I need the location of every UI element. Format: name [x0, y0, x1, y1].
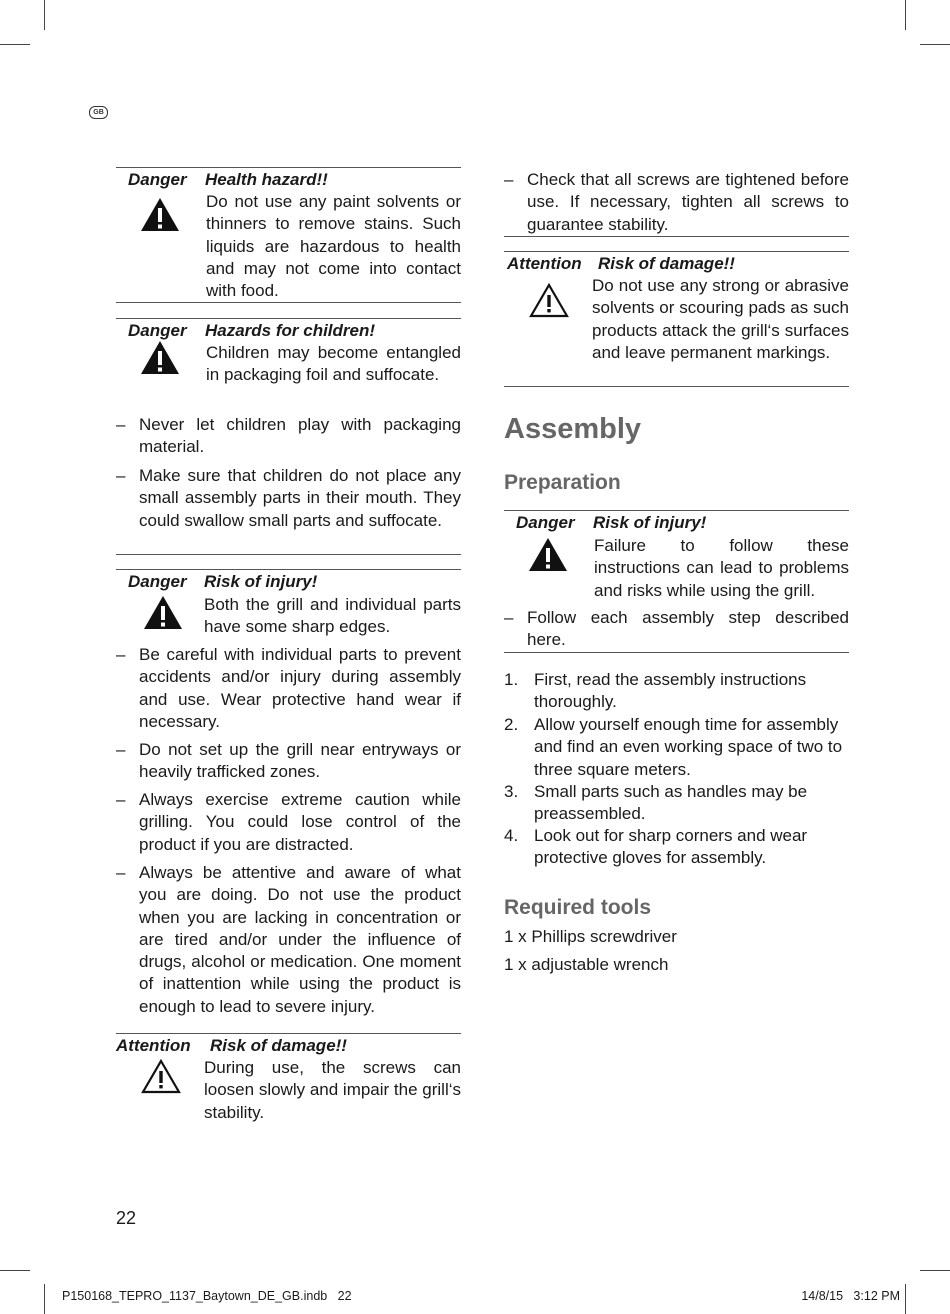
page-number: 22: [116, 1208, 137, 1228]
subsection-heading: Required tools: [504, 896, 652, 919]
step-item: 2. Allow yourself enough time for assembly and find an even working space of two to three square meters.: [504, 715, 843, 779]
divider: [504, 510, 849, 511]
divider: [504, 251, 849, 252]
crop-mark: [920, 1270, 950, 1271]
crop-mark: [0, 1270, 30, 1271]
divider: [116, 1033, 461, 1034]
warning-text: Children may become entangled in packaging foil and suffocate.: [206, 343, 461, 385]
list-item: – Never let children play with packaging material.: [116, 415, 461, 457]
step-item: 3. Small parts such as handles may be preassembled.: [504, 782, 808, 824]
footer-date: 14/8/15 3:12 PM: [801, 1289, 900, 1303]
divider: [116, 554, 461, 555]
list-item: – Be careful with individual parts to prevent accidents and/or injury during assembly and use. Wear protective hand wear if necessary.: [116, 645, 461, 731]
warning-text: Both the grill and individual parts have some sharp edges.: [204, 595, 461, 637]
divider: [116, 302, 461, 303]
divider: [504, 652, 849, 653]
divider: [504, 236, 849, 237]
danger-triangle-icon: [140, 340, 180, 375]
crop-mark: [905, 1284, 906, 1314]
list-item: – Do not set up the grill near entryways or heavily trafficked zones.: [116, 740, 461, 782]
divider: [116, 318, 461, 319]
divider: [116, 569, 461, 570]
crop-mark: [920, 44, 950, 45]
crop-mark: [44, 1284, 45, 1314]
attention-triangle-icon: [141, 1059, 181, 1094]
warning-title: Danger Risk of injury!: [516, 513, 707, 532]
crop-mark: [44, 0, 45, 30]
warning-title: Danger Risk of injury!: [128, 572, 318, 591]
warning-text: Do not use any paint solvents or thinners to remove stains. Such liquids are hazardous to health and may not come into contact with food.: [206, 192, 461, 301]
warning-title: Danger Hazards for children!: [128, 321, 376, 340]
warning-title: Attention Risk of damage!!: [116, 1036, 347, 1055]
step-item: 1. First, read the assembly instructions thoroughly.: [504, 670, 807, 712]
list-item: – Always be attentive and aware of what you are doing. Do not use the product when you are lacking in concentration or are tired and/or under the influence of drugs, alcohol or medication. One moment of inattention while using the product is enough to lead to severe injury.: [116, 863, 461, 1016]
divider: [504, 386, 849, 387]
step-item: 4. Look out for sharp corners and wear protective gloves for assembly.: [504, 826, 808, 868]
tool-item: 1 x Phillips screwdriver: [504, 927, 677, 946]
list-item: – Always exercise extreme caution while grilling. You could lose control of the product if you are distracted.: [116, 790, 461, 854]
tool-item: 1 x adjustable wrench: [504, 955, 669, 974]
subsection-heading: Preparation: [504, 471, 621, 494]
warning-text: Failure to follow these instructions can lead to problems and risks while using the grill.: [594, 536, 849, 600]
section-heading: Assembly: [504, 413, 642, 445]
warning-text: During use, the screws can loosen slowly and impair the grill‘s stability.: [204, 1058, 462, 1122]
warning-text: Do not use any strong or abrasive solvents or scouring pads as such products attack the grill‘s surfaces and leave permanent markings.: [592, 276, 849, 362]
list-item: – Follow each assembly step described here.: [504, 608, 849, 650]
crop-mark: [0, 44, 30, 45]
warning-title: Attention Risk of damage!!: [507, 254, 735, 273]
language-badge: GB: [89, 106, 108, 119]
crop-mark: [905, 0, 906, 30]
danger-triangle-icon: [528, 537, 568, 572]
list-item: – Check that all screws are tightened before use. If necessary, tighten all screws to guarantee stability.: [504, 170, 849, 234]
list-item: – Make sure that children do not place any small assembly parts in their mouth. They could swallow small parts and suffocate.: [116, 466, 461, 530]
attention-triangle-icon: [529, 283, 569, 318]
divider: [116, 167, 461, 168]
danger-triangle-icon: [143, 595, 183, 630]
footer-filename: P150168_TEPRO_1137_Baytown_DE_GB.indb 22: [62, 1289, 352, 1303]
danger-triangle-icon: [140, 197, 180, 232]
warning-title: Danger Health hazard!!: [128, 170, 328, 189]
